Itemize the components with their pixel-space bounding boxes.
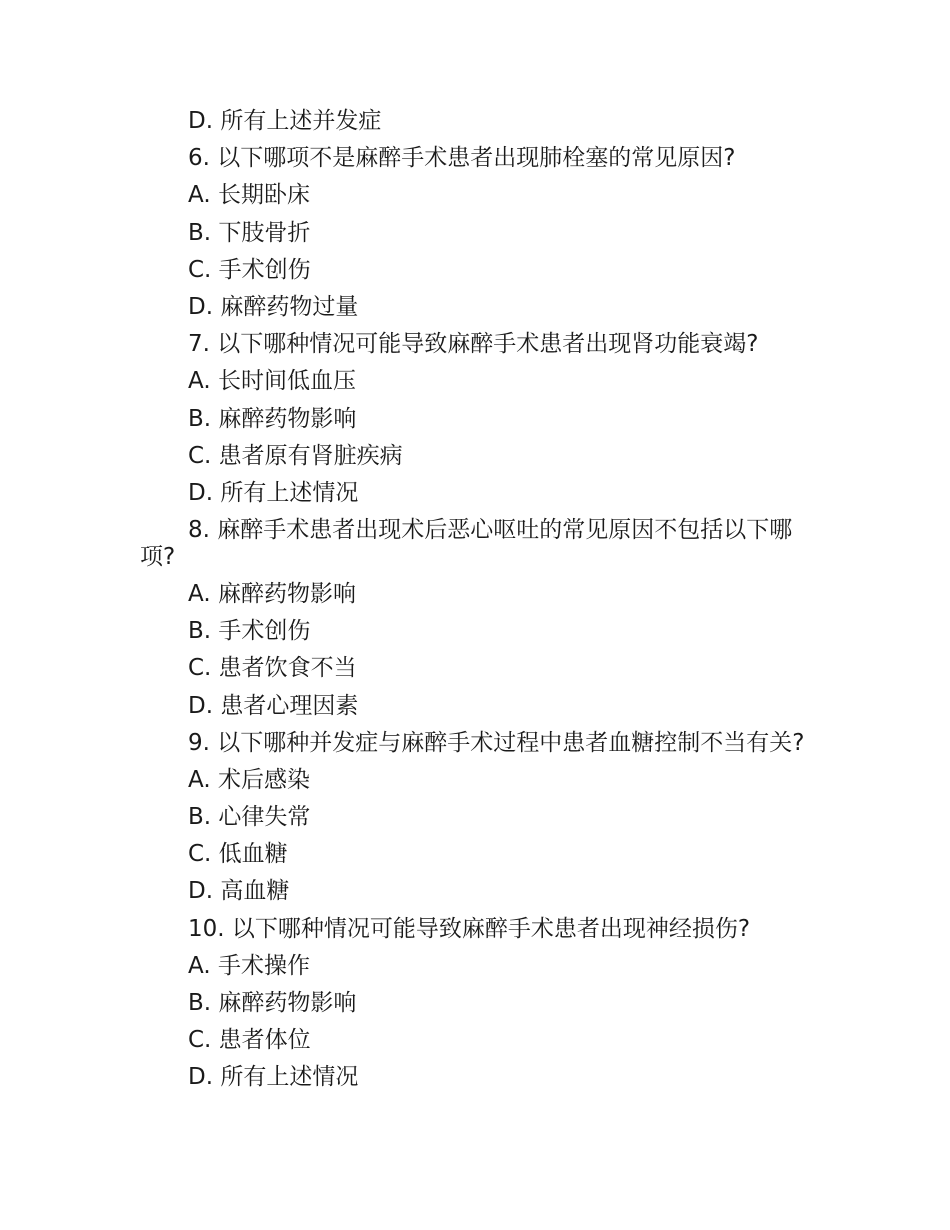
option-line: B. 手术创伤 [188, 618, 311, 645]
option-line: D. 所有上述情况 [188, 1064, 359, 1091]
option-line: C. 低血糖 [188, 841, 288, 868]
option-line: C. 手术创伤 [188, 256, 311, 283]
option-line: A. 手术操作 [188, 952, 310, 979]
question-line: 9. 以下哪种并发症与麻醉手术过程中患者血糖控制不当有关? [188, 729, 805, 756]
option-line: D. 高血糖 [188, 878, 290, 905]
question-line: 7. 以下哪种情况可能导致麻醉手术患者出现肾功能衰竭? [188, 331, 759, 358]
option-line: A. 长期卧床 [188, 182, 310, 209]
option-line: D. 麻醉药物过量 [188, 293, 359, 320]
option-line: A. 麻醉药物影响 [188, 581, 356, 608]
option-line: B. 麻醉药物影响 [188, 989, 357, 1016]
option-line: C. 患者饮食不当 [188, 655, 357, 682]
option-line: C. 患者原有肾脏疾病 [188, 442, 403, 469]
option-line: A. 术后感染 [188, 766, 310, 793]
option-line: B. 下肢骨折 [188, 219, 311, 246]
option-line: B. 麻醉药物影响 [188, 405, 357, 432]
question-list [140, 103, 820, 1097]
option-line: B. 心律失常 [188, 804, 311, 830]
option-line: D. 所有上述情况 [188, 479, 359, 506]
option-line: D. 患者心理因素 [188, 692, 359, 719]
option-line: A. 长时间低血压 [188, 368, 356, 395]
question-line: 6. 以下哪项不是麻醉手术患者出现肺栓塞的常见原因? [188, 145, 736, 172]
question-line: 8. 麻醉手术患者出现术后恶心呕吐的常见原因不包括以下哪项? [140, 517, 793, 571]
option-line: C. 患者体位 [188, 1027, 311, 1054]
question-line: 10. 以下哪种情况可能导致麻醉手术患者出现神经损伤? [188, 915, 751, 942]
option-line: D. 所有上述并发症 [188, 108, 382, 134]
